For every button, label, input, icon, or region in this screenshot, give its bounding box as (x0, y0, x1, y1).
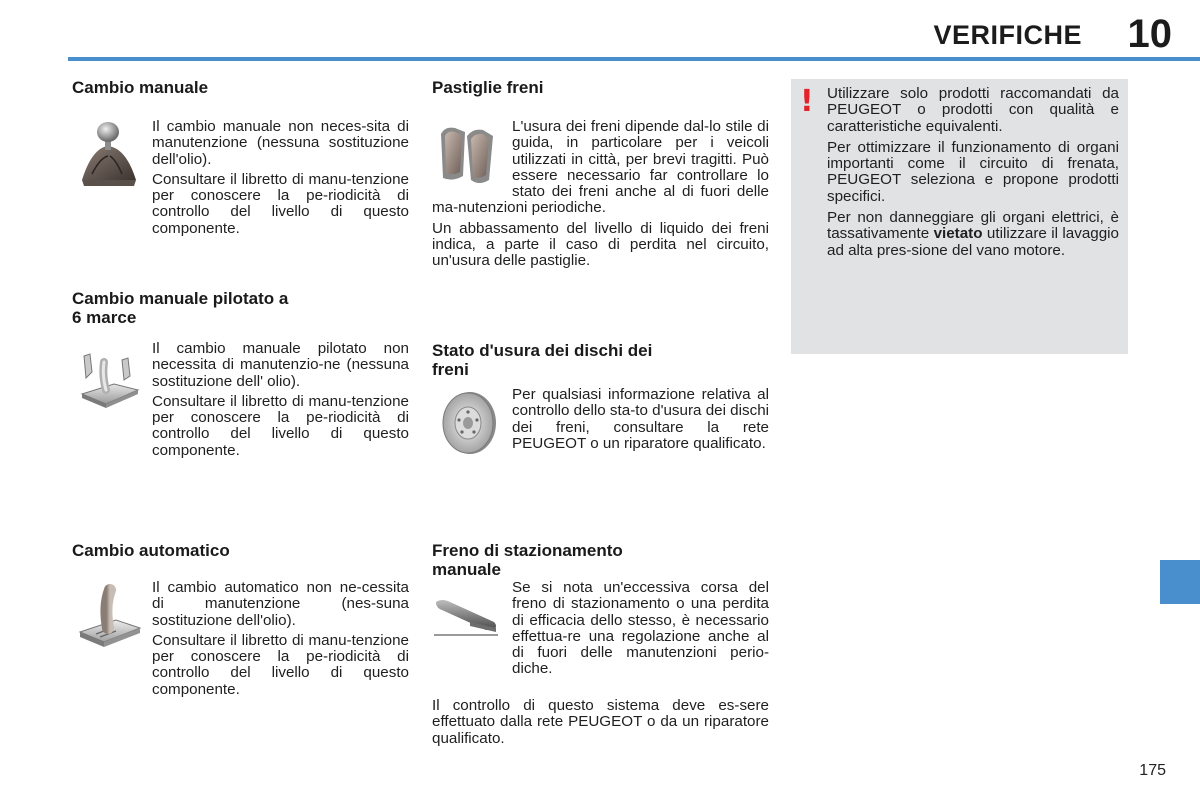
warning-text (827, 86, 1119, 264)
section-title-line: 6 marce (72, 308, 137, 327)
paragraph: Per qualsiasi informazione relativa al controllo dello sta-to d'usura dei dischi dei freni, consultare la rete PEUGEOT o un riparatore qualificato. (512, 386, 770, 452)
section-title-line: Cambio manuale pilotato a (72, 289, 289, 308)
section-title-line: freni (432, 360, 469, 379)
piloted-gearbox-text (152, 341, 409, 459)
section-brake-pads (432, 78, 772, 97)
paragraph: L'usura dei freni dipende dal-lo stile di guida, in particolare per i veicoli utilizzati in città, per brevi tragitti. Può essere necessario far controllare lo stato dei freni anche al di fuori delle ma-nutenzioni periodiche. (432, 118, 769, 217)
brake-disc-icon (438, 390, 498, 456)
paragraph: Utilizzare solo prodotti raccomandati da PEUGEOT o prodotti con qualità e caratteristiche equivalenti. (827, 85, 1119, 135)
paragraph: Il cambio manuale pilotato non necessita di manutenzio-ne (nessuna sostituzione dell' olio). (152, 340, 409, 390)
paragraph: Il controllo di questo sistema deve es-sere effettuato dalla rete PEUGEOT o da un riparatore qualificato. (432, 697, 769, 747)
brake-pads-text (432, 119, 769, 270)
paragraph: Se si nota un'eccessiva corsa del freno di stazionamento o una perdita di efficacia dello stesso, è necessario effettua-re una regolazione anche al di fuori delle manutenzioni perio-diche. (512, 579, 769, 678)
float-spacer (432, 119, 512, 199)
manual-gear-lever-icon (78, 118, 140, 190)
paragraph: Un abbassamento del livello di liquido dei freni indica, a parte il caso di perdita nel circuito, un'usura delle pastiglie. (432, 219, 769, 270)
paragraph: Consultare il libretto di manu-tenzione per conoscere la pe-riodicità di controllo del livello di questo componente. (152, 170, 409, 237)
parking-brake-text-2 (432, 698, 769, 747)
section-title: Cambio automatico (72, 541, 230, 560)
section-automatic-gearbox (72, 541, 412, 560)
automatic-gear-selector-icon (76, 582, 142, 652)
page-number: 175 (1139, 762, 1166, 779)
section-manual-gearbox (72, 78, 412, 97)
paragraph: Il cambio automatico non ne-cessita di manutenzione (nes-suna sostituzione dell'olio). (152, 579, 409, 629)
section-title (432, 541, 772, 579)
paragraph: Per ottimizzare il funzionamento di organi importanti come il circuito di frenata, PEUGEOT seleziona e propone prodotti specifici. (827, 138, 1119, 205)
section-title (72, 289, 412, 327)
warning-exclamation-icon: ! (800, 84, 814, 119)
paragraph (827, 210, 1119, 259)
section-title-line: manuale (432, 560, 501, 579)
section-parking-brake (432, 541, 772, 579)
chapter-number: 10 (1127, 12, 1172, 56)
header-rule (68, 57, 1200, 61)
section-title (432, 341, 772, 379)
piloted-gear-selector-icon (76, 346, 142, 412)
automatic-gearbox-text (152, 580, 409, 698)
section-brake-discs (432, 341, 772, 379)
brake-discs-text (512, 387, 769, 452)
paragraph: Il cambio manuale non neces-sita di manutenzione (nessuna sostituzione dell'olio). (152, 118, 409, 168)
parking-brake-text (512, 580, 769, 678)
emphasis-text: vietato (933, 225, 983, 243)
text-run: utilizzare il lavaggio ad alta pres-sione del vano motore. (827, 225, 1119, 259)
section-piloted-gearbox (72, 289, 412, 327)
parking-brake-lever-icon (432, 596, 500, 638)
section-title: Pastiglie freni (432, 78, 544, 97)
paragraph: Consultare il libretto di manu-tenzione per conoscere la pe-riodicità di controllo del livello di questo componente. (152, 631, 409, 698)
section-title: Cambio manuale (72, 78, 209, 97)
text-run: Per non danneggiare gli organi elettrici, è tassativamente (827, 209, 1119, 243)
manual-gearbox-text (152, 119, 409, 237)
paragraph: Consultare il libretto di manu-tenzione per conoscere la pe-riodicità di controllo del livello di questo componente. (152, 392, 409, 459)
chapter-title: VERIFICHE (933, 20, 1082, 50)
section-title-line: Stato d'usura dei dischi dei (432, 341, 653, 360)
chapter-side-tab (1160, 560, 1200, 604)
section-title-line: Freno di stazionamento (432, 541, 623, 560)
